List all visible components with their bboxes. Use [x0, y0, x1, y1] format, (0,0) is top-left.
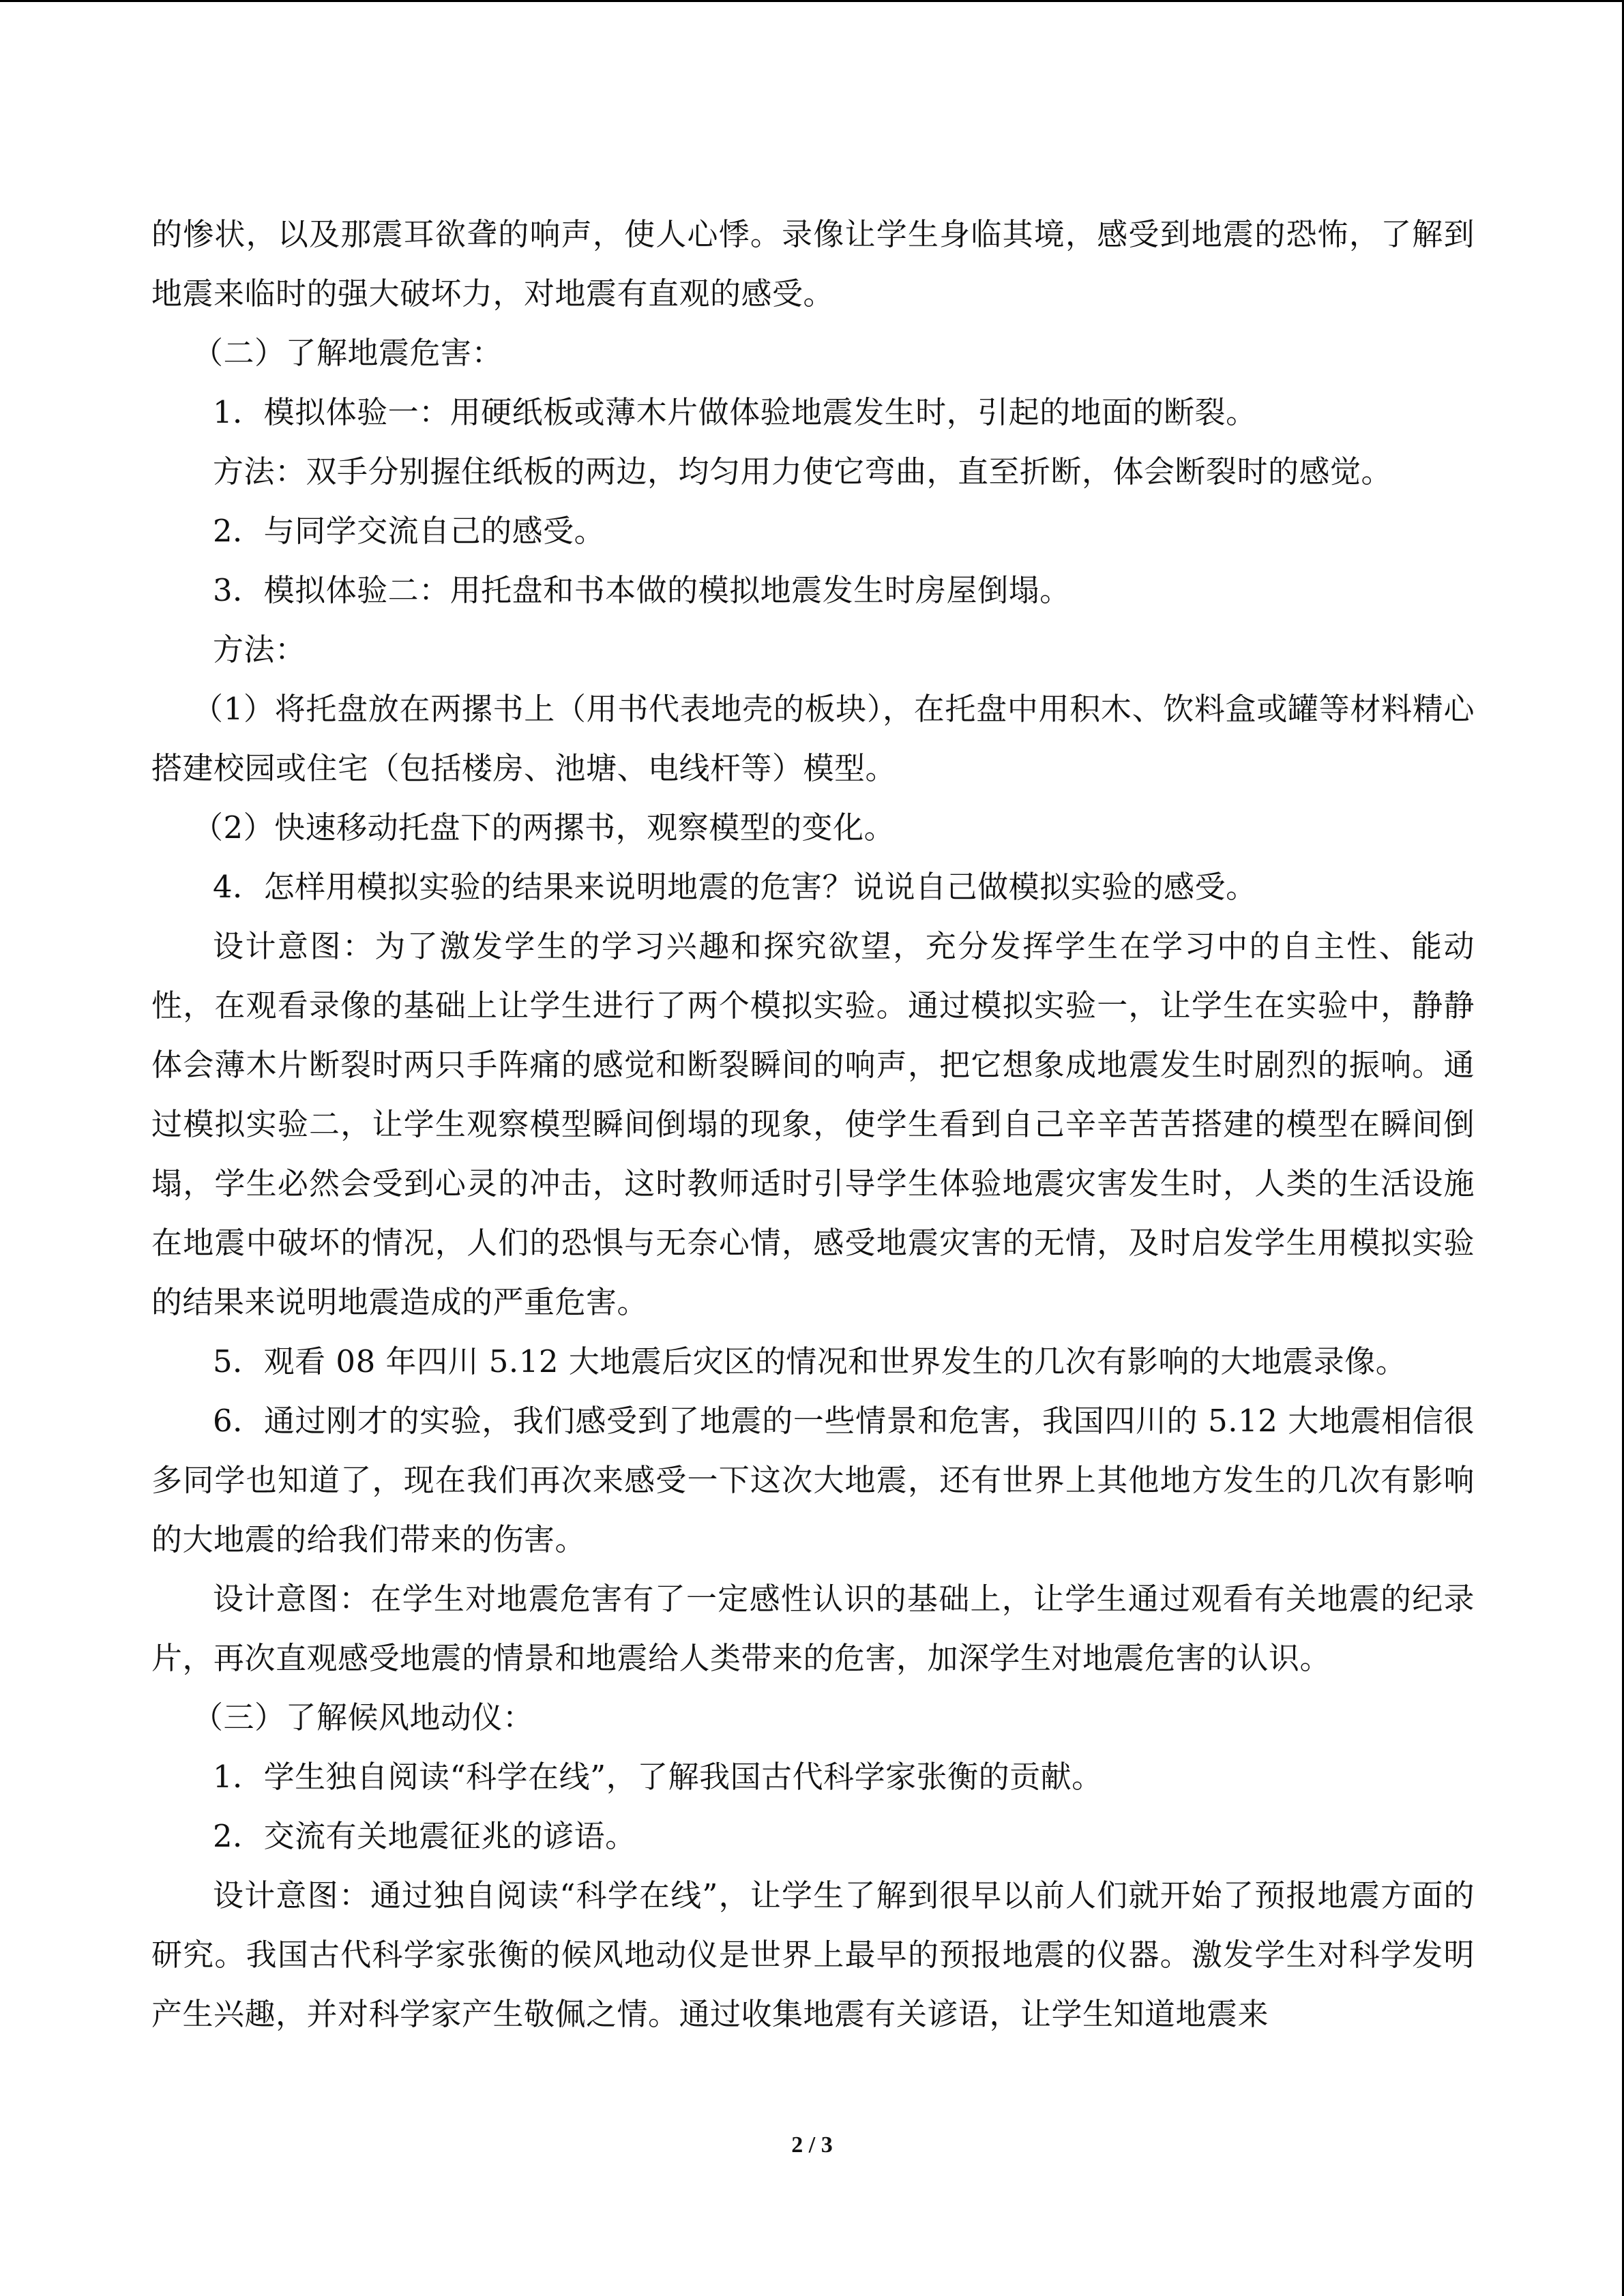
design-intent-paragraph: 设计意图：通过独自阅读“科学在线”，让学生了解到很早以前人们就开始了预报地震方面的研究。我国古代科学家张衡的候风地动仪是世界上最早的预报地震的仪器。激发学生对科学发明产生兴趣，并对科学家产生敬佩之情。通过收集地震有关谚语，让学生知道地震来	[151, 1877, 1475, 2032]
document-body	[151, 205, 1475, 2044]
method-label: 方法：	[213, 631, 306, 668]
list-item: 6．通过刚才的实验，我们感受到了地震的一些情景和危害，我国四川的 5.12 大地震相信很多同学也知道了，现在我们再次来感受一下这次大地震，还有世界上其他地方发生的几次有影响的大地震的给我们带来的伤害。	[151, 1403, 1475, 1557]
list-item: 3．模拟体验二：用托盘和书本做的模拟地震发生时房屋倒塌。	[213, 572, 1071, 608]
section-heading-2: （二）了解地震危害：	[192, 335, 503, 371]
paragraph-continuation: 的惨状，以及那震耳欲聋的响声，使人心悸。录像让学生身临其境，感受到地震的恐怖，了解到地震来临时的强大破坏力，对地震有直观的感受。	[151, 216, 1475, 312]
section-heading-3: （三）了解候风地动仪：	[192, 1699, 534, 1735]
method-paragraph: 方法：双手分别握住纸板的两边，均匀用力使它弯曲，直至折断，体会断裂时的感觉。	[213, 453, 1393, 490]
design-intent-paragraph: 设计意图：在学生对地震危害有了一定感性认识的基础上，让学生通过观看有关地震的纪录片，再次直观感受地震的情景和地震给人类带来的危害，加深学生对地震危害的认识。	[151, 1581, 1475, 1676]
design-intent-paragraph: 设计意图：为了激发学生的学习兴趣和探究欲望，充分发挥学生在学习中的自主性、能动性，在观看录像的基础上让学生进行了两个模拟实验。通过模拟实验一，让学生在实验中，静静体会薄木片断裂时两只手阵痛的感觉和断裂瞬间的响声，把它想象成地震发生时剧烈的振响。通过模拟实验二，让学生观察模型瞬间倒塌的现象，使学生看到自己辛辛苦苦搭建的模型在瞬间倒塌，学生必然会受到心灵的冲击，这时教师适时引导学生体验地震灾害发生时，人类的生活设施在地震中破坏的情况，人们的恐惧与无奈心情，感受地震灾害的无情，及时启发学生用模拟实验的结果来说明地震造成的严重危害。	[151, 928, 1475, 1320]
method-step: （2）快速移动托盘下的两摞书，观察模型的变化。	[192, 809, 896, 846]
list-item: 5．观看 08 年四川 5.12 大地震后灾区的情况和世界发生的几次有影响的大地震录像。	[213, 1343, 1407, 1380]
list-item: 4．怎样用模拟实验的结果来说明地震的危害？说说自己做模拟实验的感受。	[213, 869, 1257, 905]
list-item: 2．交流有关地震征兆的谚语。	[213, 1818, 636, 1854]
list-item: 1．模拟体验一：用硬纸板或薄木片做体验地震发生时，引起的地面的断裂。	[213, 394, 1257, 430]
page-number: 2 / 3	[791, 2132, 833, 2158]
page-top-border	[0, 0, 1624, 2]
method-step: （1）将托盘放在两摞书上（用书代表地壳的板块），在托盘中用积木、饮料盒或罐等材料精心搭建校园或住宅（包括楼房、池塘、电线杆等）模型。	[151, 691, 1475, 786]
list-item: 1．学生独自阅读“科学在线”，了解我国古代科学家张衡的贡献。	[213, 1759, 1103, 1795]
list-item: 2．与同学交流自己的感受。	[213, 513, 606, 549]
